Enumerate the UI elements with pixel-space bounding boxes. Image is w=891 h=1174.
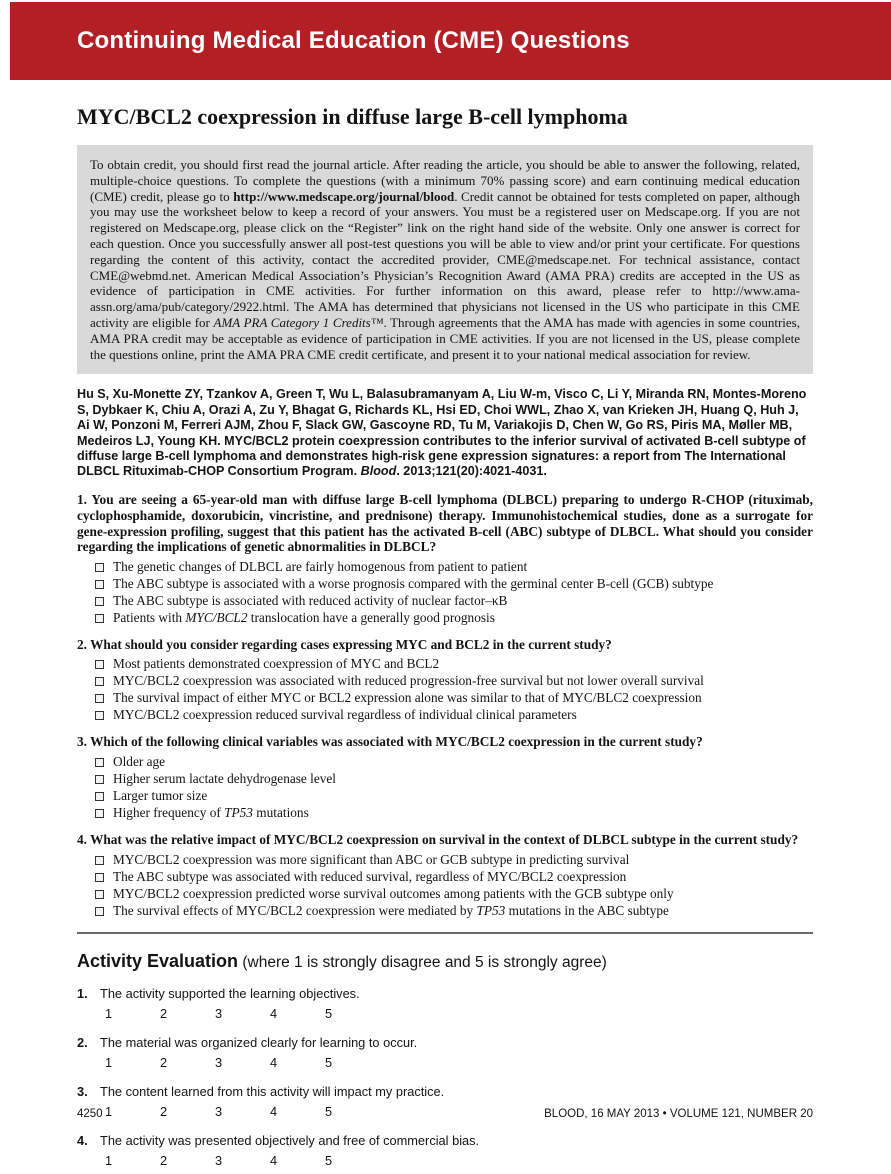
rating-option-3[interactable]: 3 [215, 1005, 223, 1021]
answer-option [77, 655, 813, 672]
question-3 [77, 734, 813, 821]
question-stem [77, 734, 813, 750]
option-label [113, 869, 626, 884]
option-label [113, 886, 674, 901]
option-text: The ABC subtype is associated with reduced activity of nuclear factor–κB [113, 592, 508, 608]
checkbox-icon[interactable] [95, 597, 104, 606]
rating-option-4[interactable]: 4 [270, 1005, 278, 1021]
answer-option [77, 787, 813, 804]
rating-option-5[interactable]: 5 [325, 1103, 333, 1119]
option-text: The ABC subtype was associated with reduced survival, regardless of MYC/BCL2 coexpression [113, 868, 627, 884]
rating-option-4[interactable]: 4 [270, 1054, 278, 1070]
checkbox-icon[interactable] [95, 580, 104, 589]
option-label [113, 771, 336, 786]
page-content [77, 80, 813, 1168]
evaluation-subtitle: (where 1 is strongly disagree and 5 is strongly agree) [242, 953, 607, 971]
rating-option-1[interactable]: 1 [105, 1005, 113, 1021]
answer-option [77, 558, 813, 575]
question-text: Which of the following clinical variables was associated with MYC/BCL2 coexpression in the current study? [90, 734, 703, 750]
instructions-text: . Through agreements that the AMA has made with agencies in some countries, AMA PRA credit may be acceptable as evidence of participation in CME activities. If you are not licensed in the US, please complete the questions online, print the AMA PRA CME credit certificate, and present it to your national medical association for review. [90, 314, 800, 362]
journal-name: Blood [360, 464, 397, 479]
answer-option [77, 672, 813, 689]
option-label [113, 805, 309, 820]
option-label [113, 852, 629, 867]
citation-tail: . 2013;121(20):4021-4031. [396, 464, 547, 479]
article-citation [77, 387, 813, 479]
article-title: MYC/BCL2 coexpression in diffuse large B-cell lymphoma [77, 104, 628, 129]
answer-options [77, 655, 813, 723]
checkbox-icon[interactable] [95, 660, 104, 669]
answer-option [77, 868, 813, 885]
evaluation-item-4 [77, 1133, 813, 1168]
checkbox-icon[interactable] [95, 677, 104, 686]
question-number: 2. [77, 636, 87, 652]
option-text: MYC/BCL2 coexpression was associated with reduced progression-free survival but not lower overall survival [113, 673, 704, 689]
evaluation-heading [77, 951, 813, 972]
answer-options [77, 851, 813, 919]
rating-option-2[interactable]: 2 [160, 1054, 168, 1070]
rating-scale [77, 1006, 813, 1021]
rating-option-4[interactable]: 4 [270, 1152, 278, 1168]
option-em: TP53 [476, 902, 506, 918]
option-text: MYC/BCL2 coexpression predicted worse survival outcomes among patients with the GCB subtype only [113, 885, 674, 901]
option-text: Patients with [113, 609, 186, 625]
answer-options [77, 558, 813, 626]
checkbox-icon[interactable] [95, 873, 104, 882]
question-1 [77, 492, 813, 625]
rating-option-1[interactable]: 1 [105, 1103, 113, 1119]
rating-option-5[interactable]: 5 [325, 1152, 333, 1168]
option-label [113, 576, 713, 591]
evaluation-item-number: 2. [77, 1034, 88, 1050]
checkbox-icon[interactable] [95, 563, 104, 572]
rating-option-1[interactable]: 1 [105, 1054, 113, 1070]
answer-option [77, 902, 813, 919]
question-2 [77, 637, 813, 724]
evaluation-item-text: The material was organized clearly for learning to occur. [100, 1034, 418, 1050]
page-footer [77, 1108, 813, 1120]
checkbox-icon[interactable] [95, 809, 104, 818]
checkbox-icon[interactable] [95, 758, 104, 767]
evaluation-item-text: The activity supported the learning objectives. [100, 985, 360, 1001]
question-4 [77, 832, 813, 919]
option-em: TP53 [224, 804, 253, 820]
option-text: MYC/BCL2 coexpression was more significant than ABC or GCB subtype in predicting survival [113, 851, 630, 867]
ama-credits-phrase: AMA PRA Category 1 Credits™ [213, 314, 384, 330]
question-stem [77, 637, 813, 653]
checkbox-icon[interactable] [95, 711, 104, 720]
rating-option-5[interactable]: 5 [325, 1005, 333, 1021]
option-text: The genetic changes of DLBCL are fairly homogenous from patient to patient [113, 558, 528, 574]
option-text: The survival impact of either MYC or BCL2 expression alone was similar to that of MYC/BLC2 coexpression [113, 690, 702, 706]
section-divider [77, 932, 813, 934]
evaluation-item-number: 3. [77, 1083, 88, 1099]
rating-scale [77, 1153, 813, 1168]
question-text: You are seeing a 65-year-old man with diffuse large B-cell lymphoma (DLBCL) preparing to undergo R-CHOP (rituximab, cyclophosphamide, doxorubicin, vincristine, and prednisone) therapy. Immunohistochemical studies, done as a surrogate for gene-expression profiling, suggest that this patient has the activated B-cell (ABC) subtype of DLBCL. What should you consider regarding the implications of genetic abnormalities in DLBCL? [77, 492, 813, 555]
rating-option-3[interactable]: 3 [215, 1054, 223, 1070]
answer-option [77, 575, 813, 592]
question-stem [77, 832, 813, 848]
instructions-box [77, 145, 813, 374]
footer-page-number: 4250 [77, 1108, 103, 1120]
option-label [113, 690, 702, 705]
rating-option-4[interactable]: 4 [270, 1103, 278, 1119]
option-text: Older age [113, 753, 166, 769]
rating-option-1[interactable]: 1 [105, 1152, 113, 1168]
checkbox-icon[interactable] [95, 792, 104, 801]
evaluation-item-text: The activity was presented objectively and free of commercial bias. [100, 1132, 480, 1148]
option-text: MYC/BCL2 coexpression reduced survival regardless of individual clinical parameters [113, 707, 577, 723]
option-label [113, 788, 207, 803]
answer-options [77, 753, 813, 821]
checkbox-icon[interactable] [95, 890, 104, 899]
footer-journal-info: BLOOD, 16 MAY 2013 • VOLUME 121, NUMBER 20 [544, 1108, 813, 1120]
cme-header-banner [10, 2, 891, 80]
option-text: The ABC subtype is associated with a worse prognosis compared with the germinal center B-cell (GCB) subtype [113, 575, 714, 591]
checkbox-icon[interactable] [95, 694, 104, 703]
option-text: Higher frequency of [113, 804, 225, 820]
answer-option [77, 885, 813, 902]
question-stem [77, 492, 813, 554]
option-label [113, 707, 577, 722]
option-label [113, 754, 165, 769]
answer-option [77, 706, 813, 723]
evaluation-item-2 [77, 1035, 813, 1070]
option-label [113, 559, 527, 574]
checkbox-icon[interactable] [95, 856, 104, 865]
checkbox-icon[interactable] [95, 907, 104, 916]
banner-title: Continuing Medical Education (CME) Questions [77, 27, 630, 54]
question-number: 4. [77, 831, 87, 847]
evaluation-item-text: The content learned from this activity will impact my practice. [100, 1083, 445, 1099]
option-text: Higher serum lactate dehydrogenase level [113, 770, 336, 786]
option-label [113, 593, 507, 608]
question-text: What was the relative impact of MYC/BCL2 coexpression on survival in the context of DLBCL subtype in the current study? [90, 831, 799, 847]
evaluation-item-number: 4. [77, 1132, 88, 1148]
option-label [113, 673, 704, 688]
rating-scale [77, 1055, 813, 1070]
answer-option [77, 609, 813, 626]
rating-option-5[interactable]: 5 [325, 1054, 333, 1070]
rating-option-3[interactable]: 3 [215, 1103, 223, 1119]
evaluation-item-number: 1. [77, 985, 88, 1001]
checkbox-icon[interactable] [95, 614, 104, 623]
option-label [113, 656, 439, 671]
option-text: The survival effects of MYC/BCL2 coexpression were mediated by [113, 902, 477, 918]
option-text: mutations in the ABC subtype [505, 902, 669, 918]
checkbox-icon[interactable] [95, 775, 104, 784]
question-number: 3. [77, 734, 87, 750]
option-text: Most patients demonstrated coexpression of MYC and BCL2 [113, 656, 440, 672]
rating-option-2[interactable]: 2 [160, 1152, 168, 1168]
option-label [113, 610, 495, 625]
medscape-url: http://www.medscape.org/journal/blood [233, 188, 455, 204]
option-label [113, 903, 669, 918]
option-text: translocation have a generally good prognosis [247, 609, 495, 625]
evaluation-title: Activity Evaluation [77, 950, 239, 971]
instructions-text: . Credit cannot be obtained for tests completed on paper, although you may use the worksheet below to keep a record of your answers. You must be a registered user on Medscape.org. If you are not registered on Medscape.org, please click on the “Register” link on the right hand side of the website. Only one answer is correct for each question. Once you successfully answer all post-test questions you will be able to view and/or print your certificate. For questions regarding the content of this activity, contact the accredited provider, CME@medscape.net. For technical assistance, contact CME@webmd.net. American Medical Association’s Physician’s Recognition Award (AMA PRA) credits are accepted in the US as evidence of participation in CME activities. For further information on this award, please refer to http://www.ama-assn.org/ama/pub/category/2922.html. The AMA has determined that physicians not licensed in the US who participate in this CME activity are eligible for [90, 188, 801, 330]
instructions-text: To obtain credit, you should first read the journal article. After reading the article, you should be able to answer the following, related, multiple-choice questions. To complete the questions (with a minimum 70% passing score) and earn continuing medical education (CME) credit, please go to [90, 157, 800, 204]
option-em: MYC/BCL2 [185, 609, 248, 625]
answer-option [77, 851, 813, 868]
answer-option [77, 804, 813, 821]
question-number: 1. [77, 492, 87, 508]
rating-option-2[interactable]: 2 [160, 1103, 168, 1119]
activity-evaluation-section [77, 951, 813, 1168]
answer-option [77, 689, 813, 706]
rating-option-3[interactable]: 3 [215, 1152, 223, 1168]
citation-text: Hu S, Xu-Monette ZY, Tzankov A, Green T, Wu L, Balasubramanyam A, Liu W-m, Visco C, Li Y, Miranda RN, Montes-Moreno S, Dybkaer K, Chiu A, Orazi A, Zu Y, Bhagat G, Richards KL, Hsi ED, Choi WWL, Zhao X, van Krieken JH, Huang Q, Huh J, Ai W, Ponzoni M, Ferreri AJM, Zhou F, Slack GW, Gascoyne RD, Tu M, Variakojis D, Chen W, Go RS, Piris MA, Møller MB, Medeiros LJ, Young KH. MYC/BCL2 protein coexpression contributes to the inferior survival of activated B-cell subtype of diffuse large B-cell lymphoma and demonstrates high-risk gene expression signatures: a report from The International DLBCL Rituximab-CHOP Consortium Program. [77, 387, 807, 479]
question-text: What should you consider regarding cases expressing MYC and BCL2 in the current study? [90, 636, 612, 652]
option-text: Larger tumor size [113, 787, 208, 803]
option-text: mutations [252, 804, 309, 820]
answer-option [77, 592, 813, 609]
answer-option [77, 770, 813, 787]
evaluation-item-1 [77, 986, 813, 1021]
rating-option-2[interactable]: 2 [160, 1005, 168, 1021]
answer-option [77, 753, 813, 770]
